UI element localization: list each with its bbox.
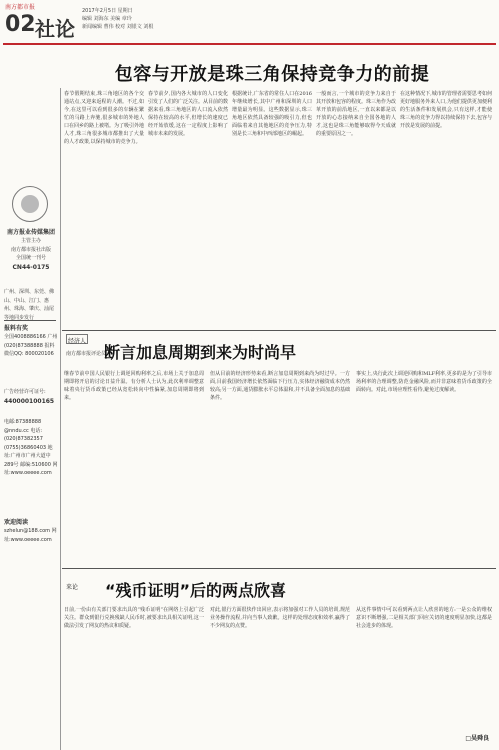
article1-col3: 根据统计,广东省的常住人口在2016年继续增长,其中广州和深圳的人口增量最为明显。这些数据显示,珠三角地区依然具备较强的吸引力,但也面临着来自其他地区的竞争压力,特别是长三角和中西部地区的崛起。 xyxy=(232,91,312,137)
regions: 广州、深圳、东莞、佛山、中山、江门、惠州、珠海、肇庆、汕尾等地同步发行 xyxy=(4,289,55,321)
publisher-group: 南方报业传媒集团 xyxy=(6,229,55,236)
article2-body2: 但从目前的经济形势来看,断言加息周期到来尚为时过早。一方面,目前我国经济增长依然面临下行压力,实体经济融资成本仍然较高;另一方面,通货膨胀水平总体温和,并不具备全面加息的基础条件。 xyxy=(210,371,350,401)
article2-body3: 事实上,央行此次上调逆回购和MLF利率,更多的是为了引导市场利率的合理调整,防范金融风险,而并非意味着货币政策的全面转向。对此,市场应理性看待,避免过度解读。 xyxy=(356,371,492,393)
subscribe-heading: 欢迎阅读 xyxy=(4,519,29,526)
article1-col1: 春节假期结束,珠三角地区的各个交通站点,又迎来返程的人潮。不过,如今,在这里可以看到很多的车辆在繁忙的马路上奔驰,很多城市的外地人口在回乡的路上被堵。为了吸引外地人才,珠三角很多城市都推出了大量的人才政策,以保持城市的竞争力。 xyxy=(64,91,145,145)
ad-license-block xyxy=(4,388,58,406)
editors-line: 编辑 刘海东 美编 章玲 xyxy=(82,16,132,22)
masthead-info xyxy=(82,7,153,31)
contact-block: 电邮:87388888 @nndu.cc 电话:(020)87382357 (0755)36860403 地址:广州市广州大道中289号 邮编:510600 网址:www.oeeee.com xyxy=(4,419,58,476)
sidebar-divider xyxy=(60,88,61,750)
cn-number: CN44-0175 xyxy=(12,263,50,271)
newspaper-logo-icon xyxy=(12,186,48,222)
article2-byline: 南方都市报评论员 xyxy=(66,351,107,357)
ad-license-heading: 广告经营许可证号: xyxy=(4,389,46,395)
article3-body1: 日前,一份由有关部门要求出具的“残币证明”在网络上引起广泛关注。群众到银行兑换残缺人民币时,被要求出具相关证明,这一做法引发了网友的热议和质疑。 xyxy=(64,607,204,629)
masthead-tag: 南方都市报 xyxy=(5,4,36,11)
article1-col4: 一般而言,一个城市的竞争力来自于其开放和包容的程度。珠三角作为改革开放的前沿地区,一直以来都是以开放的心态接纳来自全国各地的人才,这也是珠三角能够取得今天成就的重要原因之一。 xyxy=(316,91,397,137)
sidebar-rule xyxy=(4,320,56,321)
article2-body1: 继春节前中国人民银行上调逆回购利率之后,市场上关于加息周期即将开启的讨论日益升温。有分析人士认为,此次利率调整意味着央行货币政策已经从宽松转向中性偏紧,加息周期即将到来。 xyxy=(64,371,204,401)
article3-headline: “残币证明”后的两点欣喜 xyxy=(105,581,287,600)
article3-kicker: 来论 xyxy=(66,584,79,591)
article3-body2: 对此,银行方面很快作出回应,表示将加强对工作人员的培训,规范业务操作流程,并向当事人致歉。这样的处理态度和效率,赢得了不少网友的点赞。 xyxy=(210,607,350,629)
hotline-text: 全国4008886166 广州(020)87388888 报料微信QQ: 800020106 xyxy=(4,334,58,357)
cn-label: 全国统一刊号 xyxy=(15,255,46,261)
publisher-block xyxy=(4,228,58,272)
publisher-name: 南方都市报社出版 xyxy=(10,246,51,253)
article2-kicker: 经济人 xyxy=(68,338,87,345)
hotline-heading: 报料有奖 xyxy=(4,325,29,332)
section-divider-2 xyxy=(62,568,496,569)
article1-col5: 在这种情况下,城市的管理者需要思考如何更好地服务外来人口,为他们提供更加便利的生活条件和发展机会,只有这样,才能使珠三角的竞争力得以持续保持下去,包容与开放是发展的前提。 xyxy=(400,91,492,129)
article1-col2: 春节前夕,国内各大城市的人口变化引发了人们的广泛关注。从目前的数据来看,珠三角地区的人口流入依然保持在较高的水平,但增长的速度已经开始放缓,这在一定程度上影响了城市未来的发展。 xyxy=(148,91,229,137)
section-divider-1 xyxy=(62,330,496,331)
publisher-role: 主管主办 xyxy=(20,238,41,244)
article3-body3: 从这件事情中可以看到两点让人欣喜的地方:一是公众的维权意识不断增强,二是相关部门回应关切的速度明显加快,这都是社会进步的体现。 xyxy=(356,607,492,629)
masthead-rule xyxy=(3,43,496,45)
sidebar xyxy=(0,88,60,748)
copy-editors-line: 新闻编辑 曹伟 校对 刘银文 刘根 xyxy=(82,24,154,30)
masthead xyxy=(0,0,499,44)
subscribe-block xyxy=(4,518,58,544)
article2-headline: 断言加息周期到来为时尚早 xyxy=(104,343,297,362)
subscribe-text: szhelun@188.com 网址:www.oeeee.com xyxy=(4,528,57,543)
section-number: 02 xyxy=(5,12,36,37)
ad-license-number: 440000100165 xyxy=(4,397,55,405)
article3-credit: □吴舜良 xyxy=(465,735,489,742)
main-headline: 包容与开放是珠三角保持竞争力的前提 xyxy=(114,64,430,85)
issue-date: 2017年2月5日 星期日 xyxy=(82,8,133,14)
hotline-block xyxy=(4,324,58,359)
section-name: 社论 xyxy=(35,17,75,41)
